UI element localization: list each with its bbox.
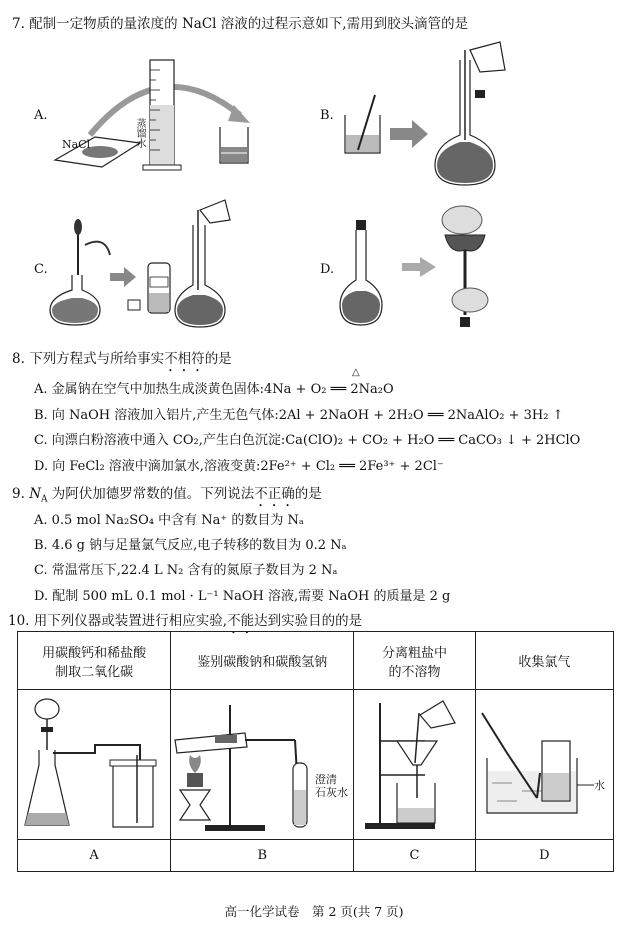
- q10-answer-b: B: [171, 840, 354, 872]
- q8-option-d: D. 向 FeCl₂ 溶液中滴加氯水,溶液变黄:2Fe²⁺ + Cl₂ ══ 2Fe³⁺ + 2Cl⁻: [34, 459, 444, 474]
- q10-answer-a: A: [18, 840, 171, 872]
- q10-limewater-label: 澄清 石灰水: [315, 773, 348, 799]
- q7-figure-b: [340, 50, 520, 190]
- q10-header-c: 分离粗盐中 的不溶物: [354, 632, 475, 690]
- q8-option-a: A. 金属钠在空气中加热生成淡黄色固体:4Na + O₂ ══ 2Na₂O: [34, 382, 394, 397]
- q9-stem: 9. $N_A$ 为阿伏加德罗常数的值。下列说法不正确的是: [12, 486, 322, 505]
- q7-water-label: 蒸馏水: [134, 118, 145, 148]
- q10-header-a: 用碳酸钙和稀盐酸 制取二氧化碳: [18, 632, 171, 690]
- q9-option-d: D. 配制 500 mL 0.1 mol · L⁻¹ NaOH 溶液,需要 NaOH 的质量是 2 g: [34, 589, 451, 604]
- page-footer: 高一化学试卷 第 2 页(共 7 页): [224, 904, 404, 919]
- q10-water-label: 水: [594, 779, 605, 792]
- q10-header-row: [18, 632, 614, 690]
- q7-label-d: D.: [320, 262, 335, 277]
- q7-stem: 7. 配制一定物质的量浓度的 NaCl 溶液的过程示意如下,需用到胶头滴管的是: [12, 16, 469, 32]
- q10-answer-row: [18, 840, 614, 872]
- q8-option-b: B. 向 NaOH 溶液加入铝片,产生无色气体:2Al + 2NaOH + 2H₂O ══ 2NaAlO₂ + 3H₂ ↑: [34, 408, 564, 423]
- q7-label-a: A.: [34, 108, 48, 123]
- q8-option-c: C. 向漂白粉溶液中通入 CO₂,产生白色沉淀:Ca(ClO)₂ + CO₂ + H₂O ══ CaCO₃ ↓ + 2HClO: [34, 433, 581, 448]
- q10-answer-d: D: [475, 840, 613, 872]
- q7-figure-d: [340, 205, 520, 335]
- q7-label-b: B.: [320, 108, 334, 123]
- q7-nacl-label: NaCl: [62, 138, 91, 151]
- q10-figure-c: [365, 693, 475, 835]
- q8-heat-symbol: △: [352, 367, 360, 378]
- q7-figure-c: [50, 205, 270, 335]
- q7-label-c: C.: [34, 262, 48, 277]
- q7-figure-a: [50, 55, 290, 175]
- q9-option-c: C. 常温常压下,22.4 L N₂ 含有的氮原子数目为 2 Nₐ: [34, 563, 338, 578]
- q10-header-d: 收集氯气: [475, 632, 613, 690]
- q10-figure-a: [25, 695, 165, 835]
- q10-header-b: 鉴别碳酸钠和碳酸氢钠: [171, 632, 354, 690]
- q9-option-a: A. 0.5 mol Na₂SO₄ 中含有 Na⁺ 的数目为 Nₐ: [34, 513, 304, 528]
- q10-figure-d: [482, 713, 612, 823]
- q10-answer-c: C: [354, 840, 475, 872]
- q10-stem: 10. 用下列仪器或装置进行相应实验,不能达到实验目的的是: [8, 613, 363, 629]
- q9-option-b: B. 4.6 g 钠与足量氯气反应,电子转移的数目为 0.2 Nₐ: [34, 538, 347, 553]
- q8-stem: 8. 下列方程式与所给事实不相符的是: [12, 351, 232, 367]
- q10-figure-b: [175, 695, 355, 835]
